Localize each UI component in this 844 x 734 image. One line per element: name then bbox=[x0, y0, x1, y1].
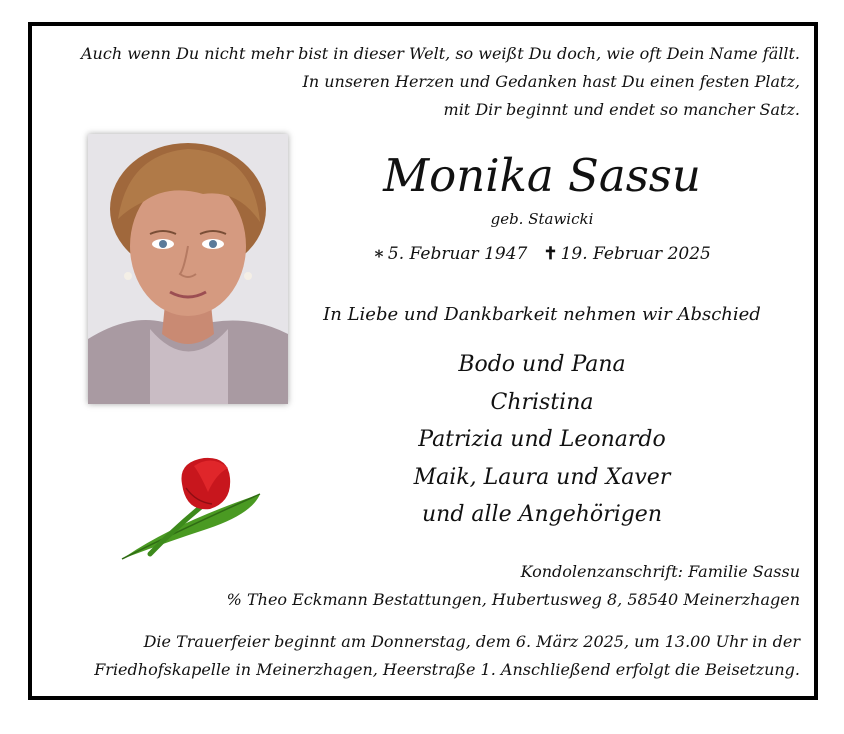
poem-line: mit Dir beginnt und endet so mancher Satz. bbox=[443, 100, 800, 119]
poem-line: Auch wenn Du nicht mehr bist in dieser Welt, so weißt Du doch, wie oft Dein Name fällt. bbox=[81, 44, 800, 63]
mourner-line: Bodo und Pana bbox=[458, 352, 626, 377]
birth-date: 5. Februar 1947 bbox=[387, 244, 528, 264]
farewell-intro: In Liebe und Dankbarkeit nehmen wir Abschied bbox=[323, 304, 761, 325]
portrait-photo bbox=[88, 134, 288, 404]
cross-icon: ✝ bbox=[543, 244, 558, 264]
mourner-line: Patrizia und Leonardo bbox=[418, 427, 666, 452]
mourner-line: Christina bbox=[490, 389, 594, 415]
funeral-notice bbox=[94, 628, 800, 684]
obituary-card bbox=[28, 22, 818, 700]
funeral-line: Die Trauerfeier beginnt am Donnerstag, dem 6. März 2025, um 13.00 Uhr in der bbox=[143, 632, 800, 651]
condolence-line: % Theo Eckmann Bestattungen, Hubertusweg 8, 58540 Meinerzhagen bbox=[226, 590, 800, 609]
deceased-name: Monika Sassu bbox=[383, 149, 701, 202]
tulip-icon bbox=[112, 454, 262, 564]
poem-line: In unseren Herzen und Gedanken hast Du einen festen Platz, bbox=[302, 72, 800, 91]
maiden-name: geb. Stawicki bbox=[490, 210, 594, 228]
funeral-line: Friedhofskapelle in Meinerzhagen, Heerstraße 1. Anschließend erfolgt die Beisetzung. bbox=[94, 660, 800, 679]
mourner-line: und alle Angehörigen bbox=[421, 502, 662, 527]
mourner-line: Maik, Laura und Xaver bbox=[413, 464, 671, 490]
condolence-line: Kondolenzanschrift: Familie Sassu bbox=[520, 562, 800, 581]
condolence-address bbox=[227, 558, 800, 614]
life-dates bbox=[282, 244, 802, 264]
poem bbox=[81, 40, 800, 124]
mourners-list bbox=[282, 346, 802, 534]
death-date: 19. Februar 2025 bbox=[560, 244, 711, 264]
birth-star-icon: ∗ bbox=[373, 244, 385, 264]
